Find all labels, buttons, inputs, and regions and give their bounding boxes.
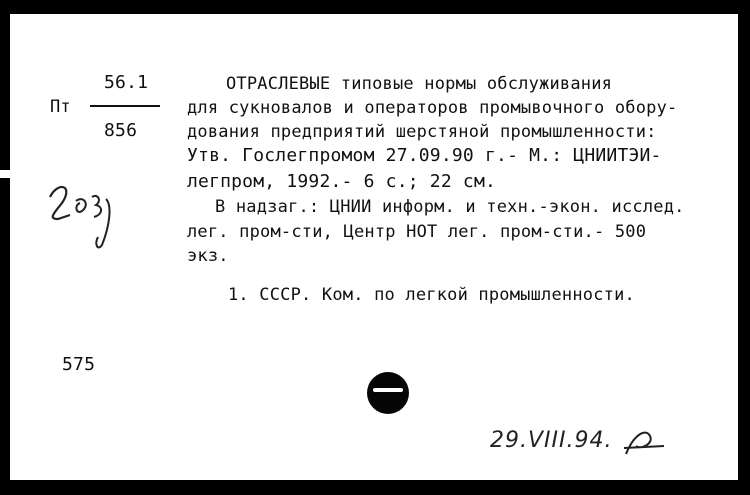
scan-right-edge-marks [738, 30, 748, 470]
note-line: экз. [187, 246, 229, 266]
classification-prefix: Пт [50, 97, 71, 117]
title-line: ОТРАСЛЕВЫЕ типовые нормы обслуживания [226, 74, 613, 94]
note-line: лег. пром-сти, Центр НОТ лег. пром-сти.- 500 [187, 222, 647, 242]
signature-mark [620, 424, 668, 460]
inventory-number: 575 [62, 354, 96, 375]
classification-divider [90, 105, 160, 107]
title-line: дования предприятий шерстяной промышленности: [187, 122, 657, 142]
handwritten-note [40, 175, 120, 255]
classification-bottom: 856 [104, 120, 138, 141]
classification-top: 56.1 [104, 72, 149, 93]
subject-heading: 1. СССР. Ком. по легкой промышленности. [228, 285, 635, 305]
imprint-line: легпром, 1992.- 6 с.; 22 см. [187, 171, 497, 192]
scan-left-edge [0, 0, 6, 495]
date-stamp: 29.VIII.94. [490, 428, 613, 453]
card-punch-hole [367, 372, 409, 414]
scan-mark [0, 170, 24, 178]
title-line: для сукновалов и операторов промывочного обору- [187, 98, 678, 118]
imprint-line: Утв. Гослегпромом 27.09.90 г.- М.: ЦНИИТЭИ- [187, 145, 662, 166]
note-line: В надзаг.: ЦНИИ информ. и техн.-экон. исслед. [215, 197, 685, 217]
